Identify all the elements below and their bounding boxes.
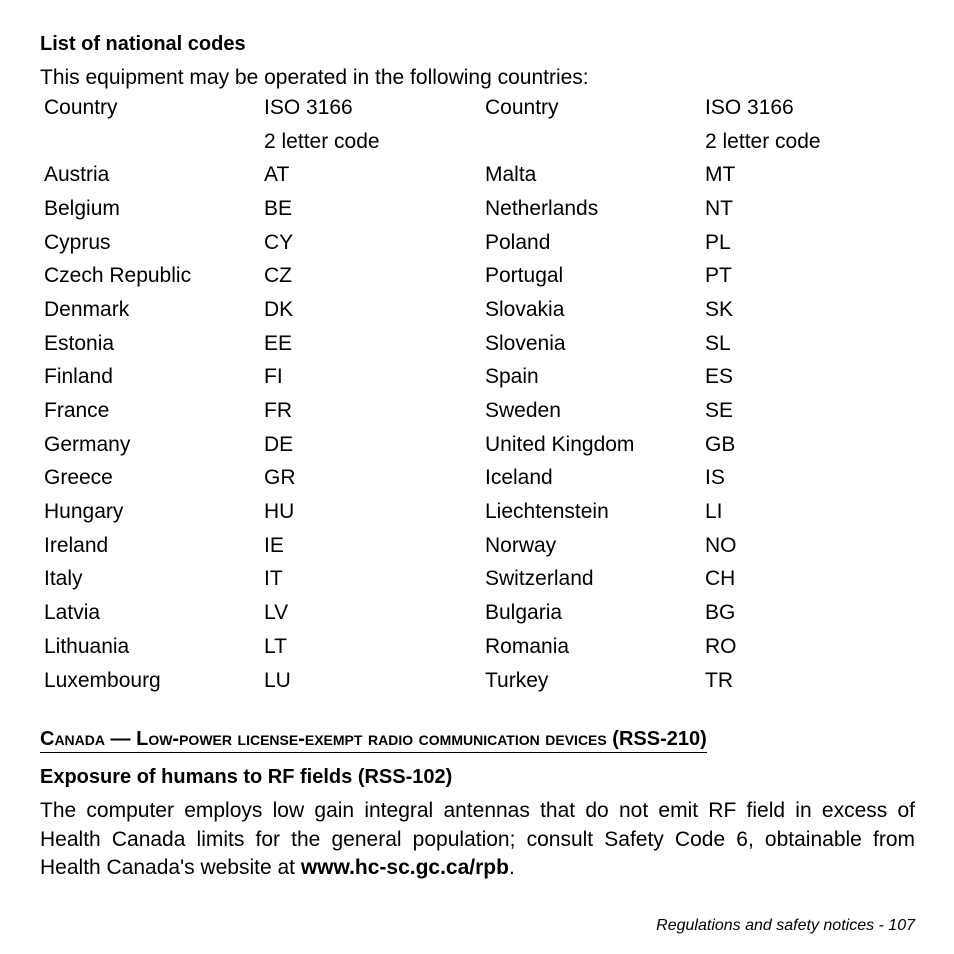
iso-code-cell: EE [264, 331, 293, 355]
country-cell: Turkey [485, 668, 549, 692]
iso-code-cell: LV [264, 601, 289, 625]
iso-code-cell: GR [264, 466, 296, 490]
country-cell: Norway [485, 533, 557, 557]
country-cell: Switzerland [485, 567, 594, 591]
table-row [40, 428, 855, 462]
country-cell: Lithuania [44, 634, 130, 658]
body-end: . [508, 856, 515, 879]
country-cell: Romania [485, 634, 570, 658]
iso-code-cell: NT [705, 196, 733, 220]
country-cell: Sweden [485, 399, 561, 423]
iso-code-cell: RO [705, 634, 737, 658]
country-cell: Germany [44, 432, 131, 456]
iso-code-cell: AT [264, 163, 290, 187]
iso-code-cell: CZ [264, 264, 292, 288]
iso-code-cell: DK [264, 297, 294, 321]
iso-code-cell: HU [264, 500, 295, 524]
table-row [40, 664, 855, 698]
country-cell: Estonia [44, 331, 115, 355]
country-cell: Denmark [44, 297, 130, 321]
exposure-body-text [40, 797, 915, 883]
iso-code-cell: PT [705, 264, 732, 288]
national-codes-table [40, 91, 855, 697]
iso-code-cell: FI [264, 365, 283, 389]
country-cell: Iceland [485, 466, 553, 490]
country-cell: Spain [485, 365, 539, 389]
table-row [40, 563, 855, 597]
iso-code-cell: BG [705, 601, 736, 625]
table-row [40, 158, 855, 192]
country-cell: Latvia [44, 601, 101, 625]
header-cell: ISO 3166 [264, 95, 353, 119]
canada-section-title: Canada — Low-power license-exempt radio communication devices (RSS-210) [40, 728, 707, 753]
country-cell: Malta [485, 163, 537, 187]
country-cell: Liechtenstein [485, 500, 609, 524]
iso-code-cell: FR [264, 399, 292, 423]
country-cell: Poland [485, 230, 551, 254]
intro-text: This equipment may be operated in the following countries: [40, 66, 589, 89]
header-cell: Country [44, 95, 118, 119]
table-row [40, 226, 855, 260]
country-cell: Slovenia [485, 331, 566, 355]
country-cell: Italy [44, 567, 83, 591]
iso-code-cell: LU [264, 668, 291, 692]
country-cell: United Kingdom [485, 432, 635, 456]
country-cell: Czech Republic [44, 264, 192, 288]
country-cell: Hungary [44, 500, 124, 524]
country-cell: Netherlands [485, 196, 599, 220]
country-cell: Slovakia [485, 297, 565, 321]
header-cell: 2 letter code [264, 129, 380, 153]
iso-code-cell: LT [264, 634, 287, 658]
country-cell: Portugal [485, 264, 564, 288]
exposure-heading: Exposure of humans to RF fields (RSS-102) [40, 766, 453, 788]
iso-code-cell: MT [705, 163, 736, 187]
table-row [40, 192, 855, 226]
page-footer: Regulations and safety notices - 107 [656, 917, 915, 934]
table-row [40, 293, 855, 327]
country-cell: Belgium [44, 196, 120, 220]
table-row [40, 259, 855, 293]
country-cell: Austria [44, 163, 110, 187]
table-row [40, 394, 855, 428]
header-cell: Country [485, 95, 559, 119]
country-cell: Greece [44, 466, 113, 490]
iso-code-cell: SK [705, 297, 734, 321]
table-row [40, 495, 855, 529]
table-row [40, 596, 855, 630]
header-cell [481, 125, 701, 159]
header-cell: ISO 3166 [705, 95, 794, 119]
iso-code-cell: TR [705, 668, 733, 692]
table-row [40, 529, 855, 563]
iso-code-cell: ES [705, 365, 734, 389]
body-sentence: The computer employs low gain integral antennas that do not emit RF field in excess of Health Canada limits for the general population; consult Safety Code 6, obtainable from Health Canada's website at [40, 799, 915, 879]
iso-code-cell: IE [264, 533, 284, 557]
country-cell: Bulgaria [485, 601, 563, 625]
country-cell: Ireland [44, 533, 109, 557]
iso-code-cell: GB [705, 432, 736, 456]
iso-code-cell: CY [264, 230, 294, 254]
table-header-row [40, 125, 855, 159]
iso-code-cell: IT [264, 567, 283, 591]
iso-code-cell: CH [705, 567, 736, 591]
iso-code-cell: DE [264, 432, 294, 456]
table-row [40, 361, 855, 395]
table-row [40, 630, 855, 664]
iso-code-cell: PL [705, 230, 731, 254]
health-canada-url: www.hc-sc.gc.ca/rpb [300, 856, 509, 879]
country-cell: France [44, 399, 110, 423]
iso-code-cell: SL [705, 331, 731, 355]
iso-code-cell: SE [705, 399, 734, 423]
iso-code-cell: IS [705, 466, 725, 490]
table-header-row [40, 91, 855, 125]
country-cell: Cyprus [44, 230, 111, 254]
table-row [40, 462, 855, 496]
header-cell [40, 125, 260, 159]
header-cell: 2 letter code [705, 129, 821, 153]
iso-code-cell: LI [705, 500, 723, 524]
iso-code-cell: NO [705, 533, 737, 557]
country-cell: Finland [44, 365, 113, 389]
iso-code-cell: BE [264, 196, 293, 220]
table-row [40, 327, 855, 361]
national-codes-heading: List of national codes [40, 33, 246, 55]
country-cell: Luxembourg [44, 668, 161, 692]
